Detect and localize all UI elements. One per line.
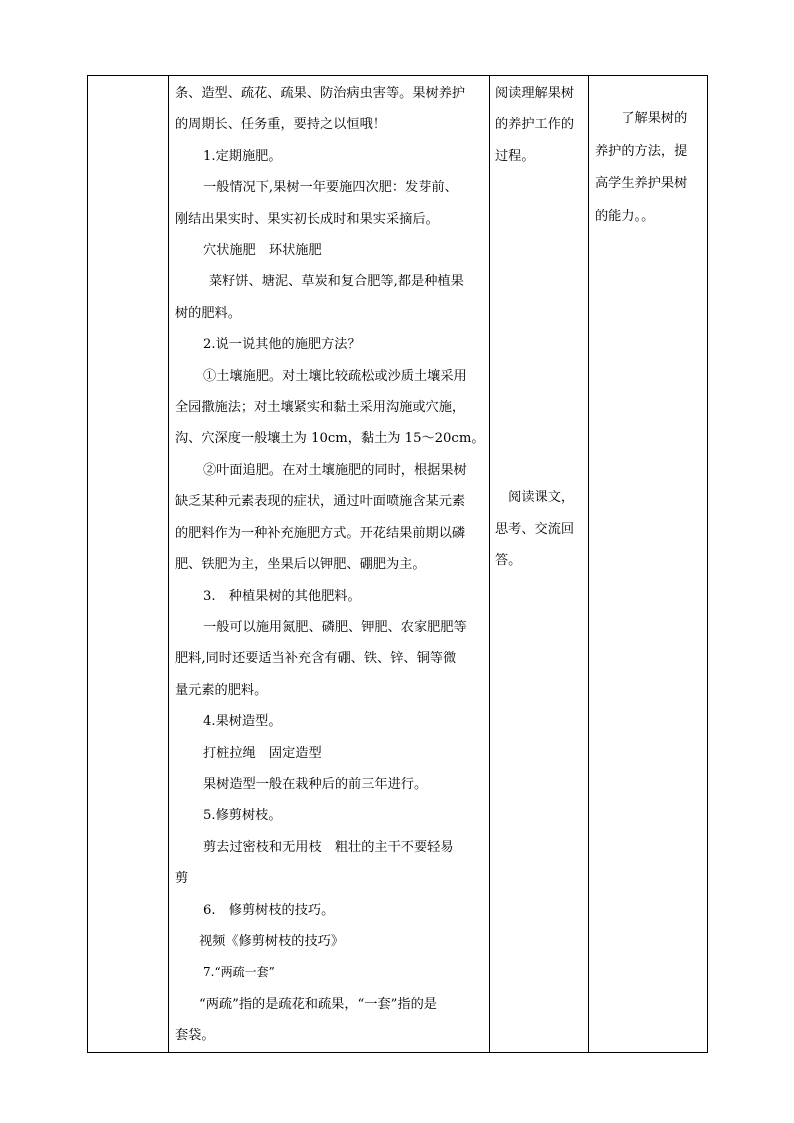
content-line: ②叶面追肥。在对土壤施肥的同时，根据果树 xyxy=(203,462,467,478)
activity-line: 答。 xyxy=(495,553,522,569)
content-line: 一般情况下,果树一年要施四次肥：发芽前、 xyxy=(203,180,458,196)
spacer xyxy=(495,172,585,482)
content-line: 剪去过密枝和无用枝 粗壮的主干不要轻易 xyxy=(203,839,454,855)
content-line: 的周期长、任务重，要持之以恒哦！ xyxy=(175,117,386,133)
content-line: ①土壤施肥。对土壤比较疏松或沙质土壤采用 xyxy=(203,368,467,384)
intent-line: 了解果树的 xyxy=(595,111,688,126)
content-line: 1.定期施肥。 xyxy=(203,148,282,164)
content-line: 7.“两疏一套” xyxy=(203,965,275,980)
content-line: 6. 修剪树枝的技巧。 xyxy=(203,902,335,918)
content-line: 穴状施肥 环状施肥 xyxy=(203,243,322,259)
content-line: 套袋。 xyxy=(175,1028,215,1044)
design-intent xyxy=(589,76,707,233)
content-line: 2.说一说其他的施肥方法？ xyxy=(203,337,361,353)
content-line: 肥、铁肥为主，坐果后以钾肥、硼肥为主。 xyxy=(175,557,426,573)
intent-line: 养护的方法，提 xyxy=(595,143,688,159)
activity-line: 的养护工作的 xyxy=(495,117,575,133)
content-line: 剪 xyxy=(175,871,189,887)
teaching-content xyxy=(169,76,489,1052)
section-column xyxy=(88,76,169,1053)
content-line: 沟、穴深度一般壤土为 10cm，黏土为 15～20cm。 xyxy=(175,431,485,447)
content-line: 菜籽饼、塘泥、草炭和复合肥等,都是种植果 xyxy=(209,274,464,290)
activity-line: 思考、交流回 xyxy=(495,521,575,537)
content-line: 一般可以施用氮肥、磷肥、钾肥、农家肥肥等 xyxy=(203,619,467,635)
content-line: 视频《修剪树枝的技巧》 xyxy=(199,933,345,949)
content-line: 肥料,同时还要适当补充含有硼、铁、锌、铜等微 xyxy=(175,651,457,667)
content-line: 树的肥料。 xyxy=(175,305,241,321)
design-intent-cell xyxy=(589,76,708,1053)
content-line: 量元素的肥料。 xyxy=(175,682,268,698)
activity-line: 过程。 xyxy=(495,148,535,164)
content-line: 缺乏某种元素表现的症状，通过叶面喷施含某元素 xyxy=(175,494,466,510)
content-line: 的肥料作为一种补充施肥方式。开花结果前期以磷 xyxy=(175,525,466,541)
student-activity-cell xyxy=(490,76,589,1053)
content-line: 刚结出果实时、果实初长成时和果实采摘后。 xyxy=(175,211,439,227)
content-line: 条、造型、疏花、疏果、防治病虫害等。果树养护 xyxy=(175,86,466,101)
content-line: 全园撒施法；对土壤紧实和黏土采用沟施或穴施， xyxy=(175,400,466,416)
activity-line: 阅读课文， xyxy=(495,490,575,506)
teaching-content-cell xyxy=(169,76,490,1053)
content-line: 打桩拉绳 固定造型 xyxy=(203,745,322,761)
lesson-table xyxy=(87,75,708,1053)
content-line: “两疏”指的是疏花和疏果，“一套”指的是 xyxy=(199,996,437,1012)
intent-line: 的能力。。 xyxy=(595,208,655,224)
student-activity xyxy=(490,76,588,576)
content-line: 3. 种植果树的其他肥料。 xyxy=(203,588,361,604)
content-line: 5.修剪树枝。 xyxy=(203,808,282,824)
intent-line: 高学生养护果树 xyxy=(595,176,688,191)
content-line: 果树造型一般在栽种后的前三年进行。 xyxy=(203,776,428,792)
content-line: 4.果树造型。 xyxy=(203,714,282,730)
activity-line: 阅读理解果树 xyxy=(495,86,575,101)
